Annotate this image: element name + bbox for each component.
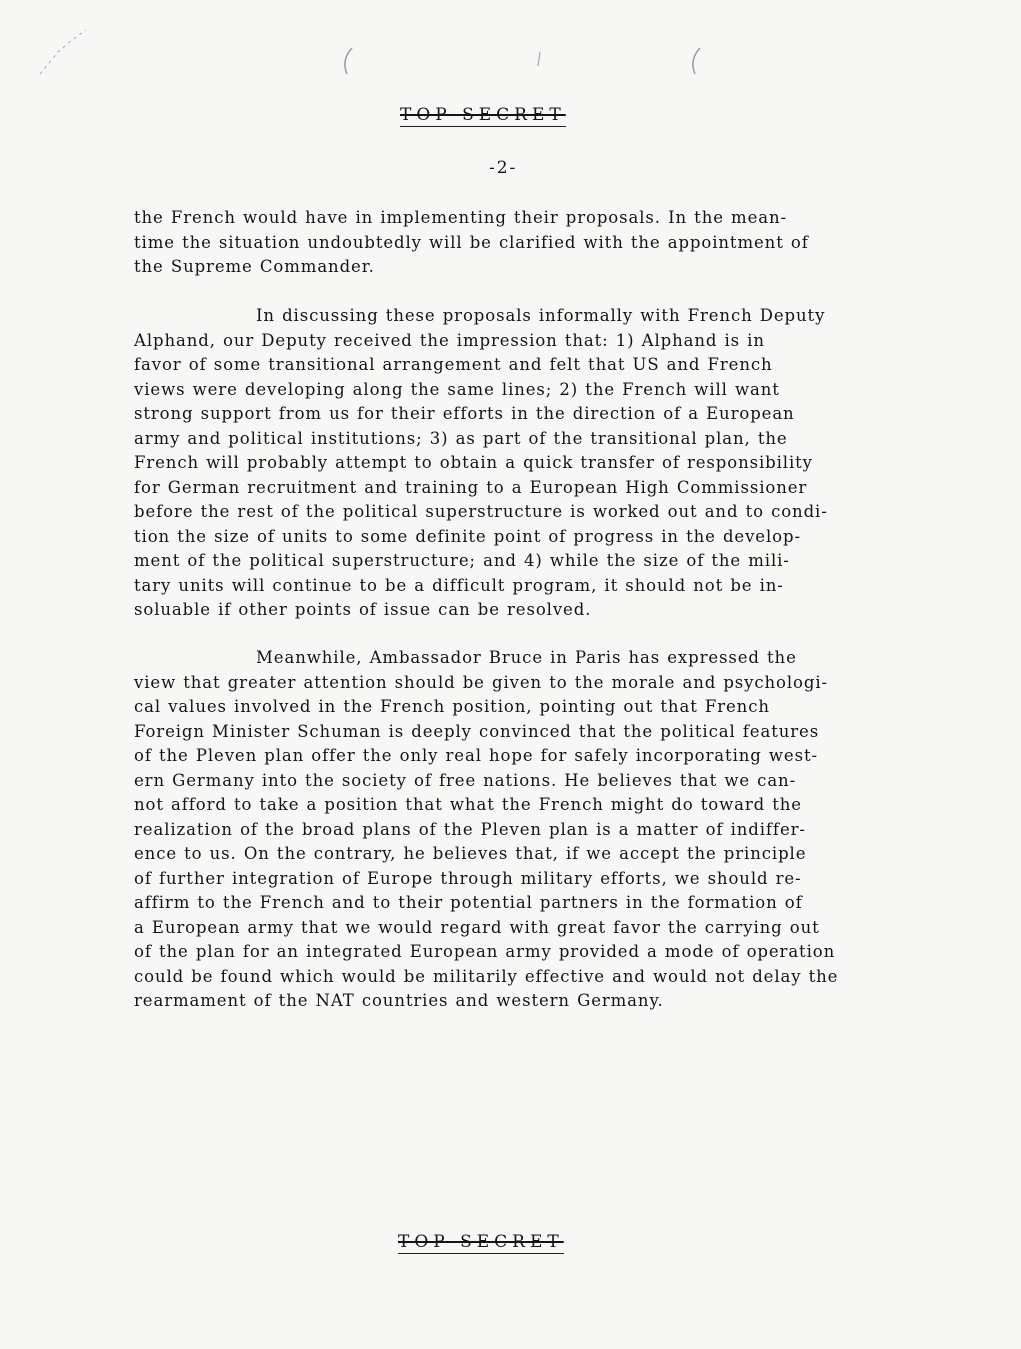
paragraph-line: tion the size of units to some definite point of progress in the develop- — [134, 526, 801, 546]
top-classification-marking: TOP SECRET — [400, 105, 566, 125]
paragraph-line: tary units will continue to be a difficult program, it should not be in- — [134, 575, 784, 595]
paragraph-line: of further integration of Europe through military efforts, we should re- — [134, 868, 802, 888]
paragraph-line: affirm to the French and to their potential partners in the formation of — [134, 893, 803, 912]
paragraph-line: for German recruitment and training to a European High Commissioner — [134, 477, 808, 497]
paragraph-line: before the rest of the political superstructure is worked out and to condi- — [134, 502, 828, 521]
paragraph-line: favor of some transitional arrangement and felt that US and French — [134, 355, 773, 374]
paragraph-line: army and political institutions; 3) as part of the transitional plan, the — [134, 428, 788, 448]
paragraph-line: realization of the broad plans of the Pleven plan is a matter of indiffer- — [134, 819, 806, 839]
paragraph-line: Alphand, our Deputy received the impression that: 1) Alphand is in — [134, 330, 765, 350]
paragraph-line: the Supreme Commander. — [134, 257, 375, 276]
paragraph-2 — [134, 304, 828, 623]
page-number: -2- — [489, 158, 518, 178]
paragraph-line: ern Germany into the society of free nations. He believes that we can- — [134, 770, 797, 790]
corner-scratch-mark — [40, 30, 86, 74]
paragraph-line: ence to us. On the contrary, he believes that, if we accept the principle — [134, 844, 807, 863]
paragraph-line: not afford to take a position that what the French might do toward the — [134, 795, 802, 814]
paragraph-line: strong support from us for their efforts in the direction of a European — [134, 404, 795, 423]
paragraph-line: view that greater attention should be given to the morale and psychologi- — [134, 672, 829, 692]
paragraph-line: views were developing along the same lines; 2) the French will want — [134, 379, 780, 399]
paragraph-line: Meanwhile, Ambassador Bruce in Paris has expressed the — [256, 648, 797, 667]
right-hole-mark — [693, 48, 700, 74]
center-hole-mark — [538, 52, 540, 66]
paragraph-line: the French would have in implementing their proposals. In the mean- — [134, 208, 787, 227]
paragraph-line: cal values involved in the French position, pointing out that French — [134, 697, 770, 716]
paragraph-line: a European army that we would regard with great favor the carrying out — [134, 917, 820, 937]
paragraph-line: French will probably attempt to obtain a quick transfer of responsibility — [134, 453, 813, 472]
paragraph-line: could be found which would be militarily effective and would not delay the — [134, 966, 839, 986]
left-hole-mark — [345, 48, 352, 74]
bottom-classification-marking: TOP SECRET — [398, 1232, 564, 1252]
paragraph-3 — [134, 646, 838, 1014]
paragraph-1 — [134, 206, 809, 280]
paragraph-line: rearmament of the NAT countries and western Germany. — [134, 991, 664, 1010]
paragraph-line: time the situation undoubtedly will be clarified with the appointment of — [134, 232, 809, 252]
paragraph-line: of the Pleven plan offer the only real hope for safely incorporating west- — [134, 746, 818, 765]
paragraph-line: soluable if other points of issue can be resolved. — [134, 600, 592, 619]
paragraph-line: ment of the political superstructure; and 4) while the size of the mili- — [134, 551, 790, 570]
paragraph-line: Foreign Minister Schuman is deeply convinced that the political features — [134, 721, 820, 741]
paragraph-line: of the plan for an integrated European army provided a mode of operation — [134, 942, 836, 961]
paragraph-line: In discussing these proposals informally with French Deputy — [256, 306, 826, 325]
